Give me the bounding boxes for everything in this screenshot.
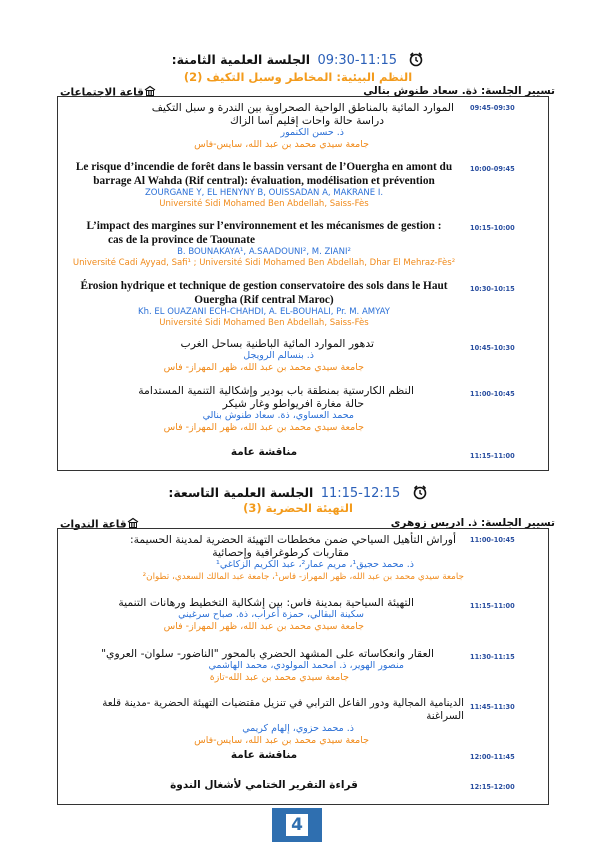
slot-time: 10:45-10:30 [470, 344, 515, 352]
talk-title: L’impact des margines sur l’environnement et les mécanismes de gestion : [86, 220, 442, 232]
discussion-label: مناقشة عامة [230, 749, 298, 761]
closing-row [58, 779, 548, 797]
talk-title: العقار وانعكاساته على المشهد الحضري بالمحور "الناضور- سلوان- العروي" [101, 647, 434, 660]
slot-time: 11:45-11:30 [470, 703, 515, 711]
talk-title-line2: Ouergha (Rif central Maroc) [194, 294, 334, 306]
talk-authors: B. BOUNAKAYA¹, A.SAADOUNI², M. ZIANI² [177, 247, 351, 257]
talk-title: تدهور الموارد المائية الباطنية بساحل الغرب [180, 337, 374, 350]
session8-time: 09:30-11:15 [317, 53, 398, 68]
talk-affiliation: جامعة سيدي محمد بن عبد الله، سايس-فاس [194, 735, 369, 746]
talk-title: الدينامية المجالية ودور الفاعل الترابي في تنزيل مقتضيات التهيئة الحضرية -مدينة قلعة السراغنة [102, 697, 464, 722]
discussion-label: مناقشة عامة [230, 446, 298, 458]
slot-time: 10:00-09:45 [470, 165, 515, 173]
talk-affiliation: جامعة سيدي محمد بن عبد الله، ظهر المهراز- فاس [163, 362, 364, 373]
talk-authors: منصور الهوير، ذ. امحمد المولودي، محمد الهاشمي [208, 660, 404, 671]
session8-program-box [57, 96, 549, 471]
slot-time: 11:15-11:00 [470, 452, 515, 460]
talk-affiliation: جامعة سيدي محمد بن عبد الله، ظهر المهراز- فاس¹، جامعة عبد المالك السعدي، تطوان² [142, 572, 464, 582]
session8-heading [0, 51, 596, 70]
talk-affiliation: Université Cadi Ayyad, Safi¹ ; Université Sidi Mohamed Ben Abdellah, Dhar El Mehraz-Fès² [72, 258, 456, 268]
talk-affiliation: جامعة سيدي محمد بن عبد الله، ظهر المهراز- فاس [163, 422, 364, 433]
slot-time: 11:00-10:45 [470, 390, 515, 398]
discussion-row [58, 749, 548, 767]
session9-subtitle: التهيئة الحضرية (3) [243, 501, 353, 515]
slot-time: 11:15-11:00 [470, 602, 515, 610]
talk-authors: ذ. حسن الكنمور [280, 127, 344, 138]
session9-title: الجلسة العلمية التاسعة: [168, 485, 314, 500]
session9-program-box [57, 528, 549, 805]
slot-time: 11:30-11:15 [470, 653, 515, 661]
talk-title: Le risque d’incendie de forêt dans le bassin versant de l’Ouergha en amont du [75, 161, 453, 173]
slot-time: 12:15-12:00 [470, 783, 515, 791]
session8-title: الجلسة العلمية الثامنة: [171, 52, 311, 67]
session8-subtitle: النظم البيئية: المخاطر وسبل التكيف (2) [183, 70, 413, 84]
slot-time: 12:00-11:45 [470, 753, 515, 761]
talk-authors: ذ. بنسالم الرويجل [243, 350, 314, 361]
session8-chair: تسيير الجلسة: ذة. سعاد طنوش بنالي [363, 85, 555, 97]
program-item [58, 533, 548, 591]
talk-title-line2: دراسة حالة واحات إقليم آسا الزاك [229, 114, 384, 127]
talk-title-line2: حالة مغارة افريواطو وغار شيكر [222, 397, 364, 410]
slot-time: 09:45-09:30 [470, 104, 515, 112]
talk-affiliation: جامعة سيدي محمد بن عبد الله، ظهر المهراز- فاس [163, 621, 364, 632]
talk-title-line2: barrage Al Wahda (Rif central): évaluation, modélisation et prévention [93, 175, 435, 187]
talk-authors: Kh. EL OUAZANI ECH-CHAHDI, A. EL-BOUHALI, Pr. M. AMYAY [138, 307, 390, 317]
slot-time: 10:30-10:15 [470, 285, 515, 293]
talk-title: Érosion hydrique et technique de gestion conservatoire des sols dans le Haut [80, 280, 448, 292]
session9-chair: تسيير الجلسة: ذ. ادريس زوهري [390, 517, 555, 529]
program-item [58, 160, 548, 216]
session9-time: 11:15-12:15 [320, 486, 401, 501]
program-item [58, 647, 548, 693]
program-item [58, 697, 548, 746]
talk-authors: محمد العساوي، ذة. سعاد طنوش بنالي [202, 410, 354, 421]
program-item [58, 279, 548, 335]
talk-affiliation: جامعة سيدي محمد بن عبد الله-تازة [209, 672, 349, 683]
talk-authors: ذ. محمد حجيق¹، مريم عمار²، عبد الكريم الزكاغي¹ [216, 559, 414, 570]
slot-time: 10:15-10:00 [470, 224, 515, 232]
talk-authors: ذ. محمد حزوي، إلهام كريمي [242, 723, 354, 734]
talk-affiliation: Université Sidi Mohamed Ben Abdellah, Saiss-Fès [159, 318, 369, 328]
discussion-row [58, 446, 548, 466]
program-item [58, 596, 548, 642]
program-item [58, 384, 548, 439]
talk-title: التهيئة السياحية بمدينة فاس: بين إشكالية التخطيط ورهانات التنمية [118, 596, 414, 609]
alarm-clock-icon [408, 51, 424, 70]
program-item [58, 101, 548, 157]
page-number-badge [272, 808, 322, 842]
talk-title: الموارد المائية بالمناطق الواحية الصحراوية بين الندرة و سبل التكيف [151, 101, 454, 114]
talk-title: أوراش التأهيل السياحي ضمن مخططات التهيئة الحضرية لمدينة الحسيمة: [130, 533, 456, 546]
talk-title-line2: cas de la province de Taounate [108, 234, 255, 246]
hall-label: قاعة الندوات [60, 518, 127, 531]
closing-label: قراءة التقرير الختامي لأشغال الندوة [170, 779, 358, 791]
talk-authors: ZOURGANE Y, EL HENYNY B, OUISSADAN A, MAKRANE I. [144, 188, 384, 198]
talk-title-line2: مقاربات كرطوغرافية وإحصائية [212, 546, 349, 559]
hall-label: قاعة الاجتماعات [60, 86, 144, 99]
slot-time: 11:00-10:45 [470, 536, 515, 544]
talk-affiliation: جامعة سيدي محمد بن عبد الله، سايس-فاس [194, 139, 369, 150]
program-item [58, 219, 548, 277]
page-number: 4 [286, 814, 308, 836]
talk-affiliation: Université Sidi Mohamed Ben Abdellah, Saiss-Fès [159, 199, 369, 209]
program-item [58, 337, 548, 381]
talk-title: النظم الكارستية بمنطقة باب بودير وإشكالية التنمية المستدامة [138, 384, 414, 397]
talk-authors: سكينة البقالي، حمزة أعراب، ذة. صباح سرغيني [178, 609, 364, 620]
